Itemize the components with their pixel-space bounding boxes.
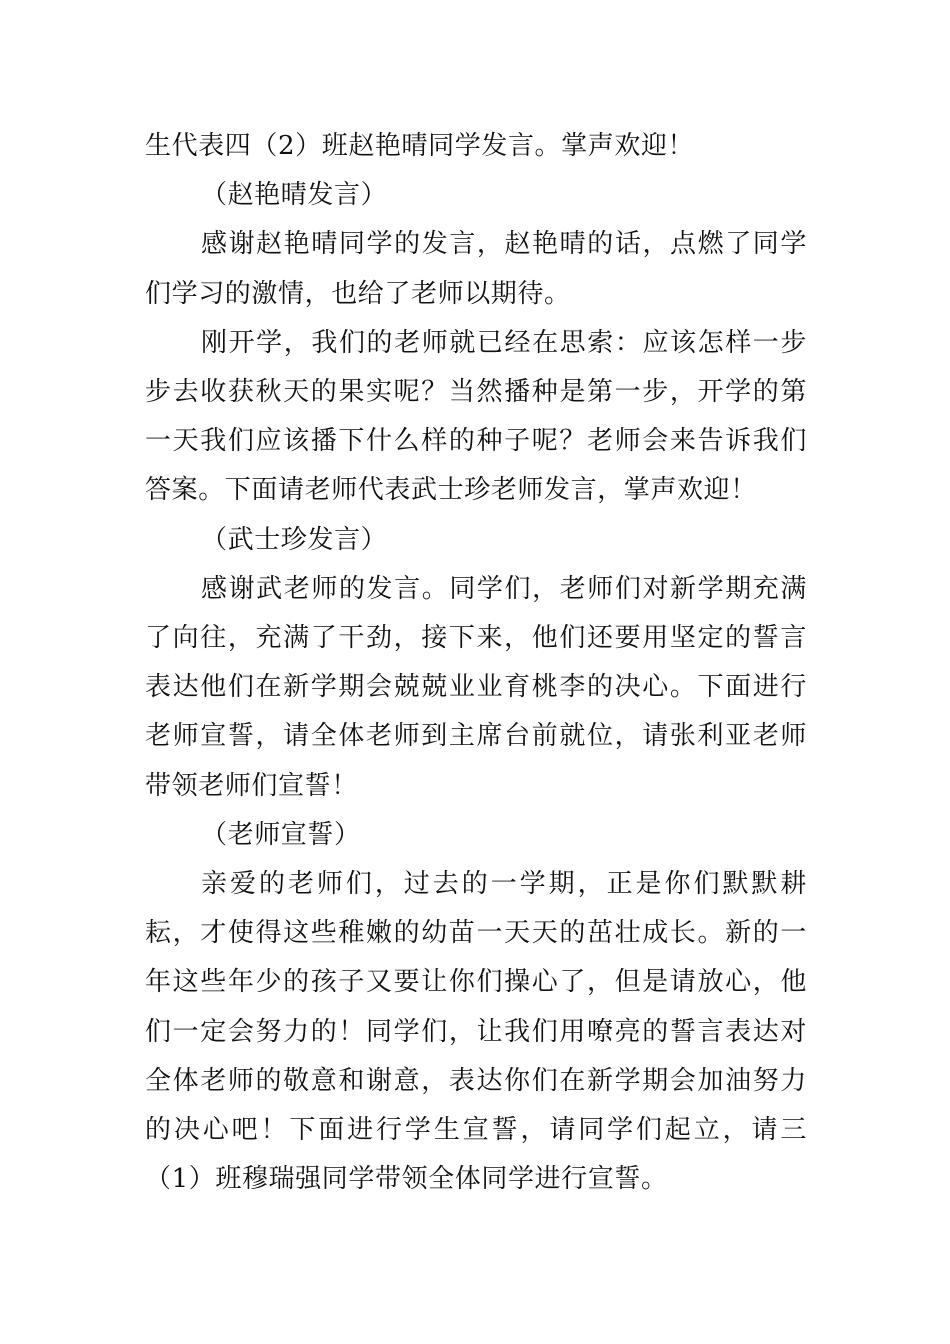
paragraph-thanks-zhao: 感谢赵艳晴同学的发言，赵艳晴的话，点燃了同学们学习的激情，也给了老师以期待。: [145, 229, 807, 309]
paragraph-teacher-intro: 刚开学，我们的老师就已经在思索：应该怎样一步步去收获秋天的果实呢？当然播种是第一步，开学的第一天我们应该播下什么样的种子呢？老师会来告诉我们答案。下面请老师代表武士珍老师发言，掌声欢迎！: [145, 327, 807, 506]
stage-note-zhao-speech: （赵艳晴发言）: [201, 180, 388, 211]
paragraph-student-oath-intro: 亲爱的老师们，过去的一学期，正是你们默默耕耘，才使得这些稚嫩的幼苗一天天的茁壮成长。新的一年这些年少的孩子又要让你们操心了，但是请放心，他们一定会努力的！同学们，让我们用嘹亮的誓言表达对全体老师的敬意和谢意，表达你们在新学期会加油努力的决心吧！下面进行学生宣誓，请同学们起立，请三（1）班穆瑞强同学带领全体同学进行宣誓。: [145, 869, 807, 1195]
stage-note-wu-speech: （武士珍发言）: [201, 524, 388, 555]
paragraph-teacher-oath-intro: 感谢武老师的发言。同学们，老师们对新学期充满了向往，充满了干劲，接下来，他们还要用坚定的誓言表达他们在新学期会兢兢业业育桃李的决心。下面进行老师宣誓，请全体老师到主席台前就位，请张利亚老师带领老师们宣誓！: [145, 573, 807, 801]
paragraph-continuation: 生代表四（2）班赵艳晴同学发言。掌声欢迎！: [145, 131, 695, 161]
stage-note-teacher-oath: （老师宣誓）: [201, 819, 361, 850]
document-body: [145, 122, 807, 1204]
